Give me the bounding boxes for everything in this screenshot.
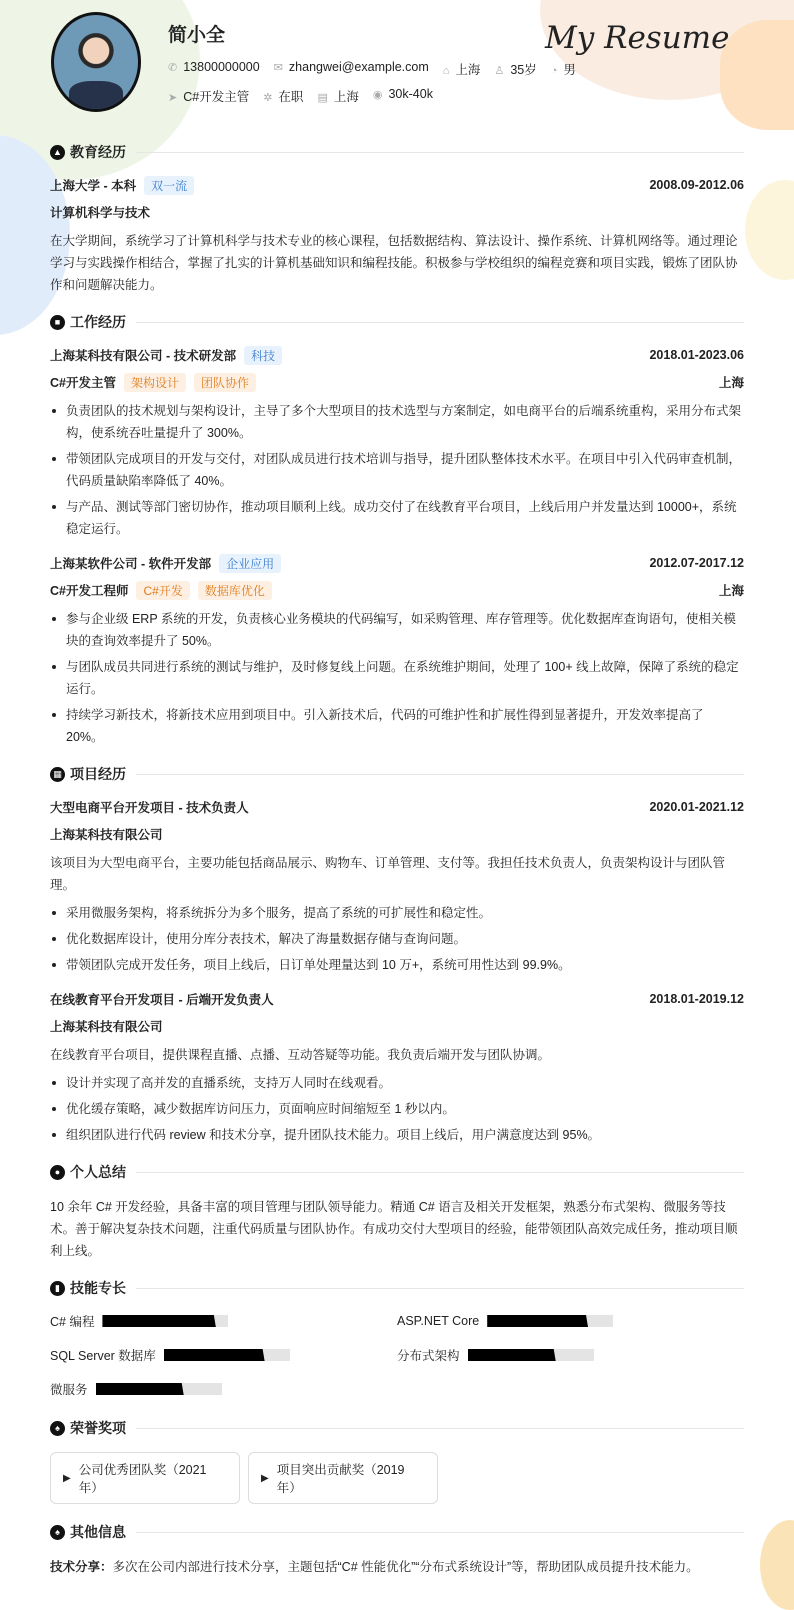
skill-level-bar [102,1315,228,1327]
resume-title-logo: My Resume [545,20,730,56]
tag: C#开发 [136,581,189,600]
tag: 科技 [244,346,282,365]
bullet-item: 与产品、测试等部门密切协作，推动项目顺利上线。成功交付了在线教育平台项目，上线后用户并发量达到 10000+，系统稳定运行。 [50,496,744,540]
user-icon: ● [50,1165,65,1180]
skill-item [50,1346,397,1364]
briefcase-icon: ■ [50,315,65,330]
tag: 架构设计 [124,373,186,392]
description: 在大学期间，系统学习了计算机科学与技术专业的核心课程，包括数据结构、算法设计、操作系统、计算机网络等。通过理论学习与实践操作相结合，掌握了扎实的计算机基础知识和编程技能。积极参与学校组织的编程竞赛和项目实践，锻炼了团队协作和问题解决能力。 [50,234,738,292]
salary: 30k-40k [388,87,433,101]
company: 上海某软件公司 - 软件开发部 [50,557,212,571]
age: 35岁 [510,63,537,77]
section-title-work: 工作经历 [70,314,126,330]
project-company: 上海某科技有限公司 [50,828,163,842]
avatar [51,12,141,112]
bullet-item: 负责团队的技术规划与架构设计，主导了多个大型项目的技术选型与方案制定，如电商平台的后端系统重构，采用分布式架构，使系统吞吐量提升了 300%。 [50,400,744,444]
major: 计算机科学与技术 [50,206,151,220]
gender: 男 [563,63,576,77]
award-icon: ♠ [50,1421,65,1436]
work-entry [50,554,744,748]
salary-icon: ◉ [372,89,383,101]
section-title-summary: 个人总结 [70,1164,126,1180]
section-title-awards: 荣誉奖项 [70,1420,126,1436]
skill-item [50,1380,397,1398]
skill-level-bar [96,1383,222,1395]
status-icon: ✲ [263,92,273,104]
tag: 团队协作 [194,373,256,392]
skill-item [397,1346,744,1364]
project-company: 上海某科技有限公司 [50,1020,163,1034]
period: 2012.07-2017.12 [649,556,744,570]
home-icon: ⌂ [442,65,450,77]
triangle-right-icon: ▶ [63,1472,71,1484]
skill-level-bar [487,1315,613,1327]
skill-name: 分布式架构 [397,1349,460,1363]
period: 2008.09-2012.06 [649,178,744,192]
skill-name: 微服务 [50,1383,88,1397]
bullet-item: 带领团队完成开发任务，项目上线后，日订单处理量达到 10 万+，系统可用性达到 99.9%。 [50,954,744,976]
bullet-item: 与团队成员共同进行系统的测试与维护，及时修复线上问题。在系统维护期间，处理了 100+ 线上故障，保障了系统的稳定运行。 [50,656,744,700]
education-entry [50,176,744,296]
skill-level-bar [164,1349,290,1361]
skill-name: ASP.NET Core [397,1314,480,1328]
tag: 数据库优化 [198,581,272,600]
company: 上海某科技有限公司 - 技术研发部 [50,349,237,363]
award-item: ▶ 公司优秀团队奖（2021 年） [50,1452,240,1504]
phone-icon: ✆ [168,62,178,74]
bullet-item: 带领团队完成项目的开发与交付，对团队成员进行技术培训与指导，提升团队整体技术水平。在项目中引入代码审查机制，代码质量缺陷率降低了 40%。 [50,448,744,492]
award-item: ▶ 项目突出贡献奖（2019 年） [248,1452,438,1504]
bullet-item: 设计并实现了高并发的直播系统，支持万人同时在线观看。 [50,1072,744,1094]
candidate-name: 简小全 [168,25,226,46]
bullet-item: 参与企业级 ERP 系统的开发，负责核心业务模块的代码编写，如采购管理、库存管理等。优化数据库查询语句，使相关模块的查询效率提升了 50%。 [50,608,744,652]
phone: 13800000000 [183,60,260,74]
skill-level-fill [164,1349,265,1361]
bullet-item: 组织团队进行代码 review 和技术分享，提升团队技术能力。项目上线后，用户满意度达到 95%。 [50,1124,744,1146]
bullet-item: 采用微服务架构，将系统拆分为多个服务，提高了系统的可扩展性和稳定性。 [50,902,744,924]
project-name: 在线教育平台开发项目 - 后端开发负责人 [50,993,274,1007]
age-icon: ♙ [494,65,505,77]
gender-icon: ◔ [550,65,558,77]
section-title-projects: 项目经历 [70,766,126,782]
building-icon: ▤ [317,92,328,104]
job-status: 在职 [278,90,304,104]
section-title-other: 其他信息 [70,1524,126,1540]
project-name: 大型电商平台开发项目 - 技术负责人 [50,801,249,815]
project-entry [50,990,744,1146]
resume-header [0,0,794,140]
skill-item [50,1312,397,1330]
period: 2020.01-2021.12 [649,800,744,814]
info-icon: ♠ [50,1525,65,1540]
email: zhangwei@example.com [288,60,429,74]
skill-level-fill [102,1315,215,1327]
project-entry [50,798,744,976]
skill-item [397,1312,744,1330]
tag: 企业应用 [219,554,281,573]
role: C#开发主管 [50,376,116,390]
work-city: 上海 [718,376,744,390]
section-title-skills: 技能专长 [70,1280,126,1296]
period: 2018.01-2023.06 [649,348,744,362]
triangle-right-icon: ▶ [261,1472,269,1484]
project-description: 该项目为大型电商平台，主要功能包括商品展示、购物车、订单管理、支付等。我担任技术负责人，负责架构设计与团队管理。 [50,856,726,892]
work-entry [50,346,744,540]
school: 上海大学 - 本科 [50,179,137,193]
bullet-item: 优化数据库设计，使用分库分表技术，解决了海量数据存储与查询问题。 [50,928,744,950]
section-title-education: 教育经历 [70,144,126,160]
bullet-item: 持续学习新技术，将新技术应用到项目中。引入新技术后，代码的可维护性和扩展性得到显著提升，开发效率提高了 20%。 [50,704,744,748]
summary-text: 10 余年 C# 开发经验，具备丰富的项目管理与团队领导能力。精通 C# 语言及相关开发框架，熟悉分布式架构、微服务等技术。善于解决复杂技术问题，注重代码质量与团队协作。有成功交付大型项目的经验，能带领团队高效完成任务，推动项目顺利上线。 [50,1200,738,1258]
skill-level-fill [468,1349,556,1361]
other-info: 技术分享：多次在公司内部进行技术分享，主题包括“C# 性能优化”“分布式系统设计”等，帮助团队成员提升技术能力。 [50,1560,699,1574]
send-icon: ➤ [168,92,178,104]
project-description: 在线教育平台项目，提供课程直播、点播、互动答疑等功能。我负责后端开发与团队协调。 [50,1048,551,1062]
skill-level-fill [96,1383,184,1395]
city: 上海 [455,63,481,77]
skill-name: C# 编程 [50,1315,95,1329]
period: 2018.01-2019.12 [649,992,744,1006]
graduation-cap-icon: ▲ [50,145,65,160]
role: C#开发工程师 [50,584,129,598]
bullet-item: 优化缓存策略，减少数据库访问压力，页面响应时间缩短至 1 秒以内。 [50,1098,744,1120]
target-city: 上海 [333,90,359,104]
work-city: 上海 [718,584,744,598]
email-icon: ✉ [273,62,283,74]
skill-name: SQL Server 数据库 [50,1349,156,1363]
grid-icon: ▦ [50,767,65,782]
tag: 双一流 [144,176,194,195]
skill-level-bar [468,1349,594,1361]
chart-icon: ▮ [50,1281,65,1296]
skill-level-fill [487,1315,588,1327]
position: C#开发主管 [183,90,250,104]
